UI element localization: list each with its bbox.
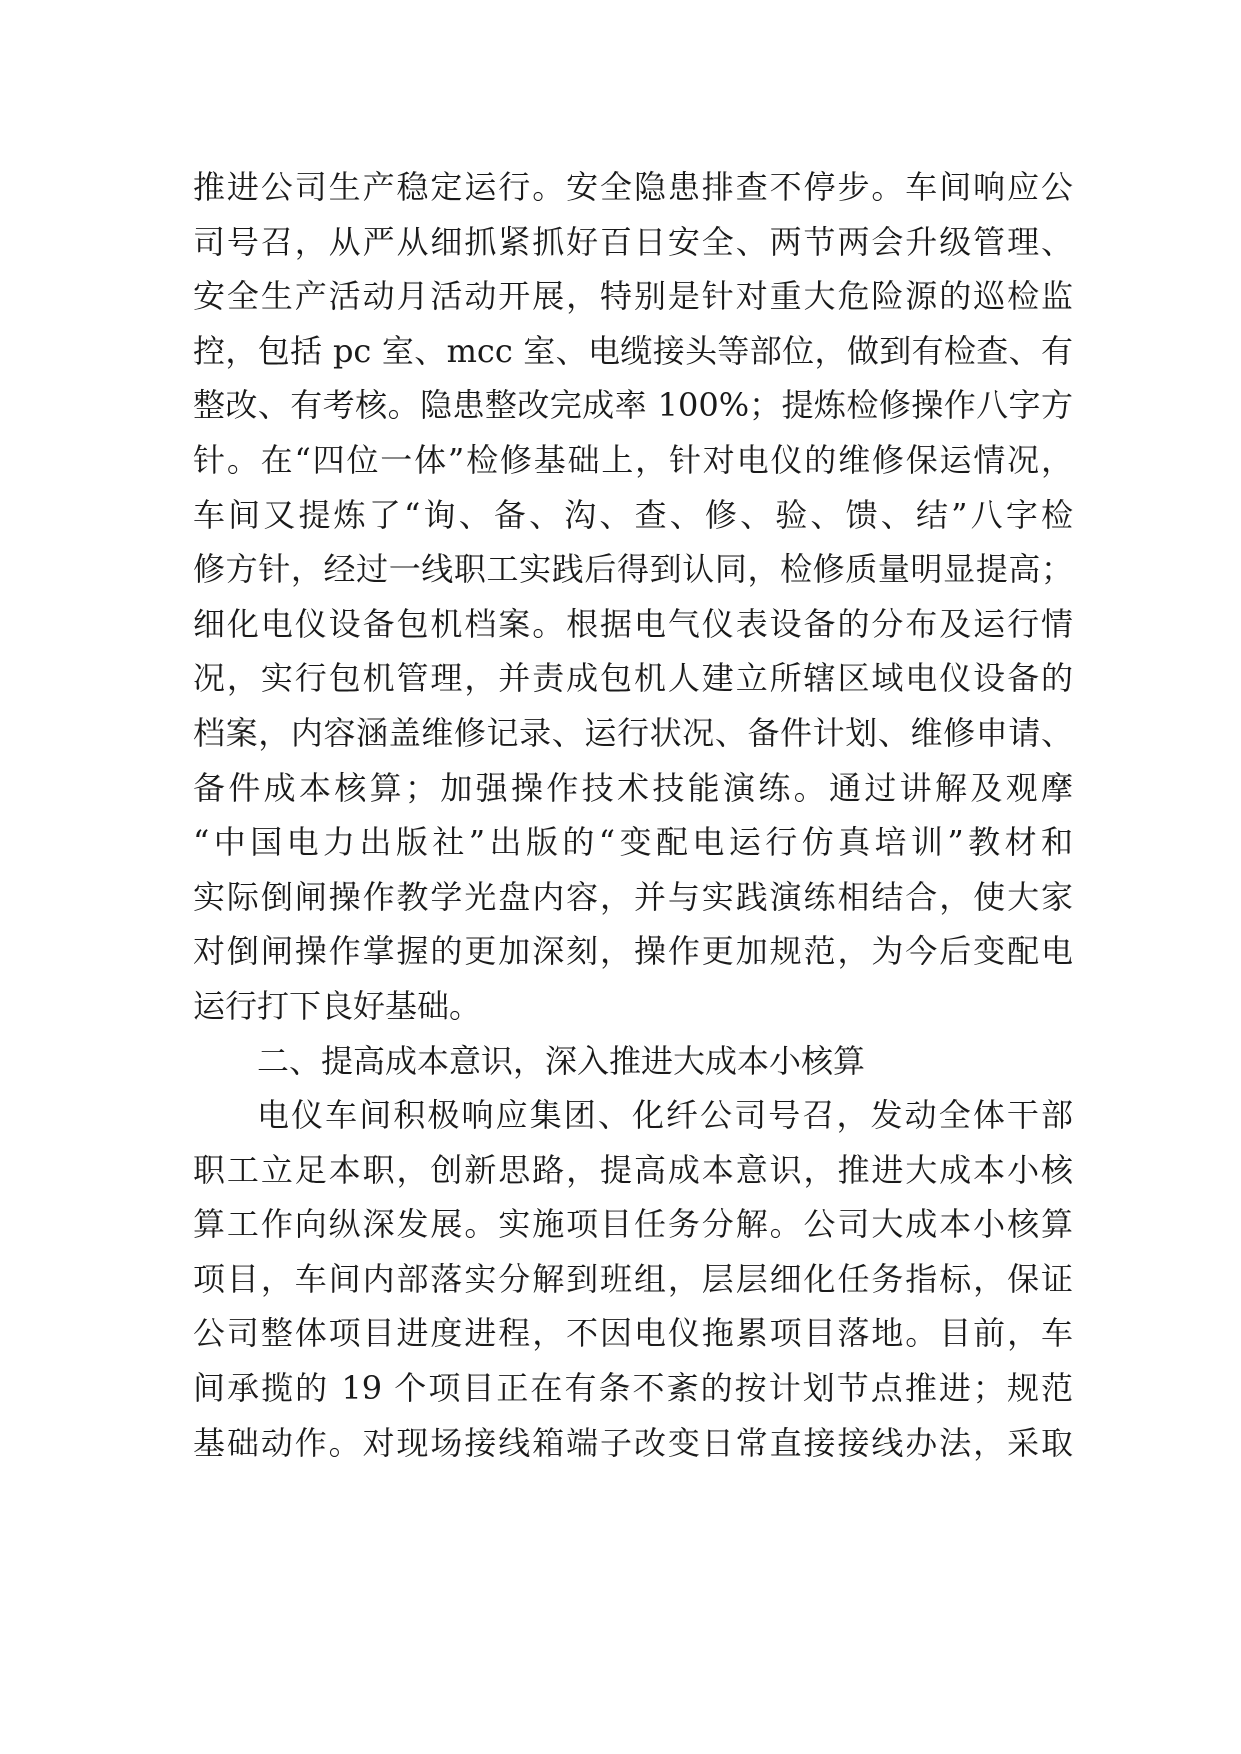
text-line: 实际倒闸操作教学光盘内容，并与实践演练相结合，使大家: [193, 877, 1073, 916]
paragraph-first-line: 电仪车间积极响应集团、化纤公司号召，发动全体干部: [257, 1096, 1073, 1135]
text-line: 公司整体项目进度进程，不因电仪拖累项目落地。目前，车: [193, 1314, 1073, 1353]
text-line: 况，实行包机管理，并责成包机人建立所辖区域电仪设备的: [193, 659, 1073, 698]
text-line: 司号召，从严从细抓紧抓好百日安全、两节两会升级管理、: [193, 222, 1073, 261]
text-line: 项目，车间内部落实分解到班组，层层细化任务指标，保证: [193, 1259, 1073, 1298]
text-line: “中国电力出版社”出版的“变配电运行仿真培训”教材和: [193, 823, 1073, 862]
text-line: 间承揽的 19 个项目正在有条不紊的按计划节点推进；规范: [193, 1369, 1073, 1408]
text-line: 推进公司生产稳定运行。安全隐患排查不停步。车间响应公: [193, 168, 1073, 206]
text-line: 对倒闸操作掌握的更加深刻，操作更加规范，为今后变配电: [193, 932, 1073, 971]
text-line: 修方针，经过一线职工实践后得到认同，检修质量明显提高；: [193, 550, 1073, 589]
text-line: 整改、有考核。隐患整改完成率 100%；提炼检修操作八字方: [193, 386, 1073, 425]
text-line: 算工作向纵深发展。实施项目任务分解。公司大成本小核算: [193, 1205, 1073, 1244]
document-body: [193, 160, 1073, 1470]
paragraph-end-line: 运行打下良好基础。: [193, 986, 482, 1025]
text-line: 备件成本核算；加强操作技术技能演练。通过讲解及观摩: [193, 768, 1073, 807]
text-line: 基础动作。对现场接线箱端子改变日常直接接线办法，采取: [193, 1423, 1073, 1462]
text-line: 针。在“四位一体”检修基础上，针对电仪的维修保运情况，: [193, 440, 1073, 479]
text-line: 安全生产活动月活动开展，特别是针对重大危险源的巡检监: [193, 277, 1073, 316]
section-heading: 二、提高成本意识，深入推进大成本小核算: [257, 1041, 866, 1080]
text-line: 档案，内容涵盖维修记录、运行状况、备件计划、维修申请、: [193, 713, 1073, 752]
text-line: 职工立足本职，创新思路，提高成本意识，推进大成本小核: [193, 1150, 1073, 1189]
text-line: 控，包括 pc 室、mcc 室、电缆接头等部位，做到有检查、有: [193, 331, 1073, 370]
text-line: 车间又提炼了“询、备、沟、查、修、验、馈、结”八字检: [193, 495, 1073, 534]
text-line: 细化电仪设备包机档案。根据电气仪表设备的分布及运行情: [193, 604, 1073, 643]
